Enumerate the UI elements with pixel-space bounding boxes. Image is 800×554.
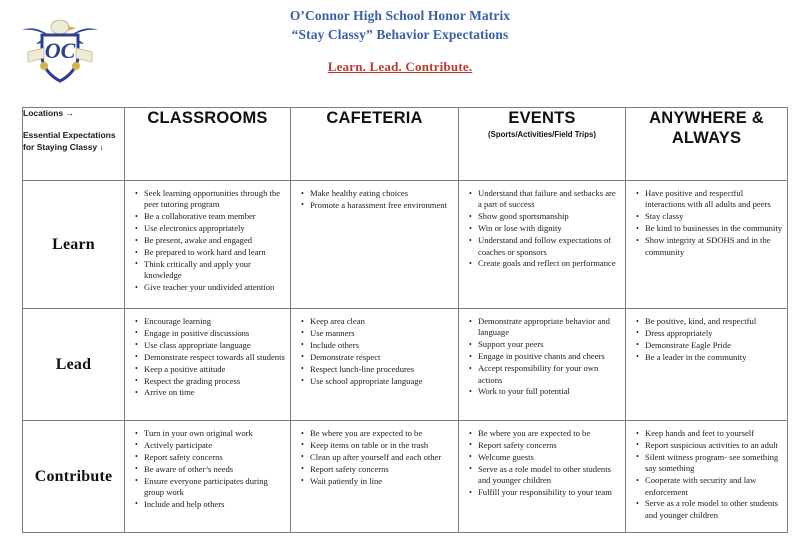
- school-crest-logo: [18, 8, 102, 88]
- expectation-item: • Have positive and respectful interactions with all adults and peers: [645, 188, 782, 211]
- cell-lead-classrooms: [125, 309, 291, 421]
- expectation-item: • Promote a harassment free environment: [310, 200, 453, 211]
- matrix-row-contribute: [23, 421, 788, 533]
- cell-learn-cafeteria: [291, 181, 459, 309]
- expectation-item: • Dress appropriately: [645, 328, 782, 339]
- column-header-events-title: EVENTS: [508, 109, 576, 127]
- expectation-item: • Serve as a role model to other students and younger children: [478, 464, 620, 487]
- expectation-item: • Be present, awake and engaged: [144, 235, 285, 246]
- corner-locations-label: Locations →: [23, 108, 75, 118]
- column-header-classrooms-title: CLASSROOMS: [147, 109, 268, 127]
- list-learn-events: [459, 181, 625, 277]
- corner-expectations-label: Essential Expectations for Staying Classy ↓: [23, 130, 116, 152]
- expectation-item: • Use electronics appropriately: [144, 223, 285, 234]
- expectation-item: • Respect lunch-line procedures: [310, 364, 453, 375]
- page-header: [0, 0, 800, 100]
- list-contribute-events: [459, 421, 625, 506]
- row-label-contribute: Contribute: [23, 421, 125, 533]
- expectation-item: • Create goals and reflect on performance: [478, 258, 620, 269]
- crest-left-ornament: [40, 62, 48, 70]
- expectation-item: • Use class appropriate language: [144, 340, 285, 351]
- column-header-events-subtitle: (Sports/Activities/Field Trips): [488, 130, 596, 139]
- expectation-item: • Report safety concerns: [144, 452, 285, 463]
- expectation-item: • Report suspicious activities to an adult: [645, 440, 782, 451]
- list-learn-anywhere-always: [626, 181, 787, 265]
- list-contribute-cafeteria: [291, 421, 458, 495]
- row-label-learn: Learn: [23, 181, 125, 309]
- expectation-item: • Be a collaborative team member: [144, 211, 285, 222]
- row-label-lead: Lead: [23, 309, 125, 421]
- list-lead-cafeteria: [291, 309, 458, 394]
- matrix-corner-cell: [23, 108, 125, 181]
- list-contribute-classrooms: [125, 421, 290, 518]
- expectation-item: • Make healthy eating choices: [310, 188, 453, 199]
- expectation-item: • Be where you are expected to be: [310, 428, 453, 439]
- expectation-item: • Keep hands and feet to yourself: [645, 428, 782, 439]
- list-contribute-anywhere-always: [626, 421, 787, 529]
- expectation-item: • Wait patiently in line: [310, 476, 453, 487]
- expectation-item: • Keep items on table or in the trash: [310, 440, 453, 451]
- school-motto: Learn. Lead. Contribute.: [327, 59, 473, 74]
- cell-contribute-events: [459, 421, 626, 533]
- expectation-item: • Keep area clean: [310, 316, 453, 327]
- expectation-item: • Demonstrate Eagle Pride: [645, 340, 782, 351]
- expectation-item: • Be aware of other’s needs: [144, 464, 285, 475]
- column-header-events: [459, 108, 626, 181]
- expectation-item: • Use manners: [310, 328, 453, 339]
- expectation-item: • Demonstrate appropriate behavior and language: [478, 316, 620, 339]
- list-lead-classrooms: [125, 309, 290, 406]
- page-title-line-2: “Stay Classy” Behavior Expectations: [291, 27, 509, 42]
- expectation-item: • Keep a positive attitude: [144, 364, 285, 375]
- expectation-item: • Demonstrate respect towards all students: [144, 352, 285, 363]
- expectation-item: • Support your peers: [478, 339, 620, 350]
- list-lead-anywhere-always: [626, 309, 787, 371]
- column-header-anywhere-always: [626, 108, 788, 181]
- cell-learn-events: [459, 181, 626, 309]
- expectation-item: • Encourage learning: [144, 316, 285, 327]
- expectation-item: • Ensure everyone participates during group work: [144, 476, 285, 499]
- expectation-item: • Use school appropriate language: [310, 376, 453, 387]
- expectation-item: • Be kind to businesses in the community: [645, 223, 782, 234]
- expectation-item: • Accept responsibility for your own actions: [478, 363, 620, 386]
- expectation-item: • Win or lose with dignity: [478, 223, 620, 234]
- expectation-item: • Welcome guests: [478, 452, 620, 463]
- expectation-item: • Be a leader in the community: [645, 352, 782, 363]
- expectation-item: • Respect the grading process: [144, 376, 285, 387]
- matrix-row-lead: [23, 309, 788, 421]
- cell-lead-cafeteria: [291, 309, 459, 421]
- expectation-item: • Report safety concerns: [478, 440, 620, 451]
- expectation-item: • Actively participate: [144, 440, 285, 451]
- column-header-anywhere-always-title: ANYWHERE & ALWAYS: [649, 109, 764, 147]
- cell-learn-classrooms: [125, 181, 291, 309]
- cell-lead-anywhere-always: [626, 309, 788, 421]
- list-lead-events: [459, 309, 625, 405]
- expectation-item: • Arrive on time: [144, 387, 285, 398]
- expectation-item: • Be positive, kind, and respectful: [645, 316, 782, 327]
- expectation-item: • Fulfill your responsibility to your team: [478, 487, 620, 498]
- expectation-item: • Seek learning opportunities through the peer tutoring program: [144, 188, 285, 211]
- cell-contribute-anywhere-always: [626, 421, 788, 533]
- cell-lead-events: [459, 309, 626, 421]
- crest-beak: [68, 26, 76, 31]
- crest-eagle-head: [51, 20, 69, 34]
- expectation-item: • Engage in positive discussions: [144, 328, 285, 339]
- expectation-item: • Include others: [310, 340, 453, 351]
- expectation-item: • Turn in your own original work: [144, 428, 285, 439]
- column-header-cafeteria-title: CAFETERIA: [326, 109, 423, 127]
- expectation-item: • Demonstrate respect: [310, 352, 453, 363]
- list-learn-cafeteria: [291, 181, 458, 219]
- expectation-item: • Stay classy: [645, 211, 782, 222]
- cell-contribute-cafeteria: [291, 421, 459, 533]
- expectation-item: • Understand that failure and setbacks are a part of success: [478, 188, 620, 211]
- expectation-item: • Serve as a role model to other students and younger children: [645, 498, 782, 521]
- honor-matrix-table: [22, 107, 788, 533]
- cell-learn-anywhere-always: [626, 181, 788, 309]
- expectation-item: • Include and help others: [144, 499, 285, 510]
- title-block: [180, 6, 620, 44]
- crest-right-ornament: [72, 62, 80, 70]
- motto-block: [180, 58, 620, 76]
- expectation-item: • Clean up after yourself and each other: [310, 452, 453, 463]
- expectation-item: • Be prepared to work hard and learn: [144, 247, 285, 258]
- expectation-item: • Think critically and apply your knowledge: [144, 259, 285, 282]
- expectation-item: • Work to your full potential: [478, 386, 620, 397]
- crest-monogram: OC: [44, 38, 76, 63]
- expectation-item: • Show integrity at SDOHS and in the community: [645, 235, 782, 258]
- cell-contribute-classrooms: [125, 421, 291, 533]
- matrix-header-row: [23, 108, 788, 181]
- expectation-item: • Be where you are expected to be: [478, 428, 620, 439]
- matrix-row-learn: [23, 181, 788, 309]
- expectation-item: • Understand and follow expectations of coaches or sponsors: [478, 235, 620, 258]
- expectation-item: • Show good sportsmanship: [478, 211, 620, 222]
- list-learn-classrooms: [125, 181, 290, 301]
- expectation-item: • Give teacher your undivided attention: [144, 282, 285, 293]
- expectation-item: • Cooperate with security and law enforcement: [645, 475, 782, 498]
- page-title-line-1: O’Connor High School Honor Matrix: [289, 8, 511, 23]
- expectation-item: • Silent witness program- see something say something: [645, 452, 782, 475]
- expectation-item: • Report safety concerns: [310, 464, 453, 475]
- expectation-item: • Engage in positive chants and cheers: [478, 351, 620, 362]
- column-header-classrooms: [125, 108, 291, 181]
- column-header-cafeteria: [291, 108, 459, 181]
